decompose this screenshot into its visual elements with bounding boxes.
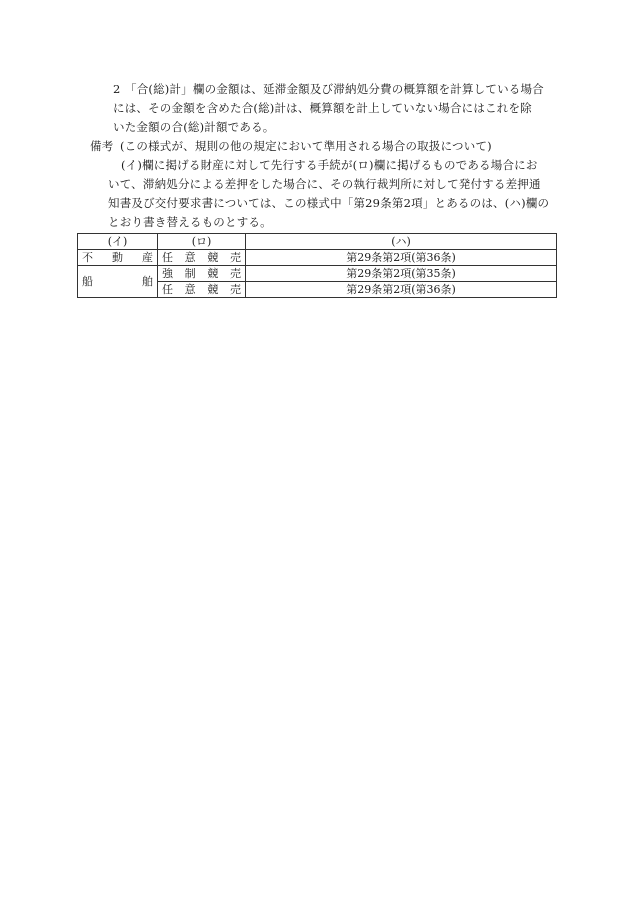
table-header-row [78, 234, 557, 250]
remarks-body-line: いて、滞納処分による差押をした場合に、その執行裁判所に対して発付する差押通 [108, 177, 541, 191]
table-row [78, 266, 557, 282]
replacement-cell: 第29条第2項(第36条) [246, 250, 557, 266]
property-cell: 不動産 [78, 250, 158, 266]
header-ro: (ロ) [158, 234, 246, 250]
property-cell: 船舶 [78, 266, 158, 298]
remarks-body-line: 知書及び交付要求書については、この様式中「第29条第2項」とあるのは、(ハ)欄の [108, 196, 550, 210]
procedure-cell: 任意競売 [158, 250, 246, 266]
header-i: (イ) [78, 234, 158, 250]
note-line: 「合(総)計」欄の金額は、延滞金額及び滞納処分費の概算額を計算している場合 [125, 82, 544, 96]
note-number: 2 [113, 82, 121, 96]
note-line: には、その金額を含めた合(総)計は、概算額を計上していない場合にはこれを除 [113, 101, 532, 115]
note-line: いた金額の合(総)計額である。 [113, 120, 275, 134]
header-ha: (ハ) [246, 234, 557, 250]
remarks-body-line: (イ)欄に掲げる財産に対して先行する手続が(ロ)欄に掲げるものである場合にお [121, 158, 538, 172]
remarks-label: 備考 [90, 139, 114, 153]
table-row [78, 250, 557, 266]
procedure-cell: 任意競売 [158, 282, 246, 298]
remarks-heading: (この様式が、規則の他の規定において準用される場合の取扱について) [120, 139, 492, 153]
procedure-cell: 強制競売 [158, 266, 246, 282]
replacement-cell: 第29条第2項(第35条) [246, 266, 557, 282]
remarks-body-line: とおり書き替えるものとする。 [108, 215, 272, 229]
replacement-table [77, 233, 557, 298]
replacement-cell: 第29条第2項(第36条) [246, 282, 557, 298]
